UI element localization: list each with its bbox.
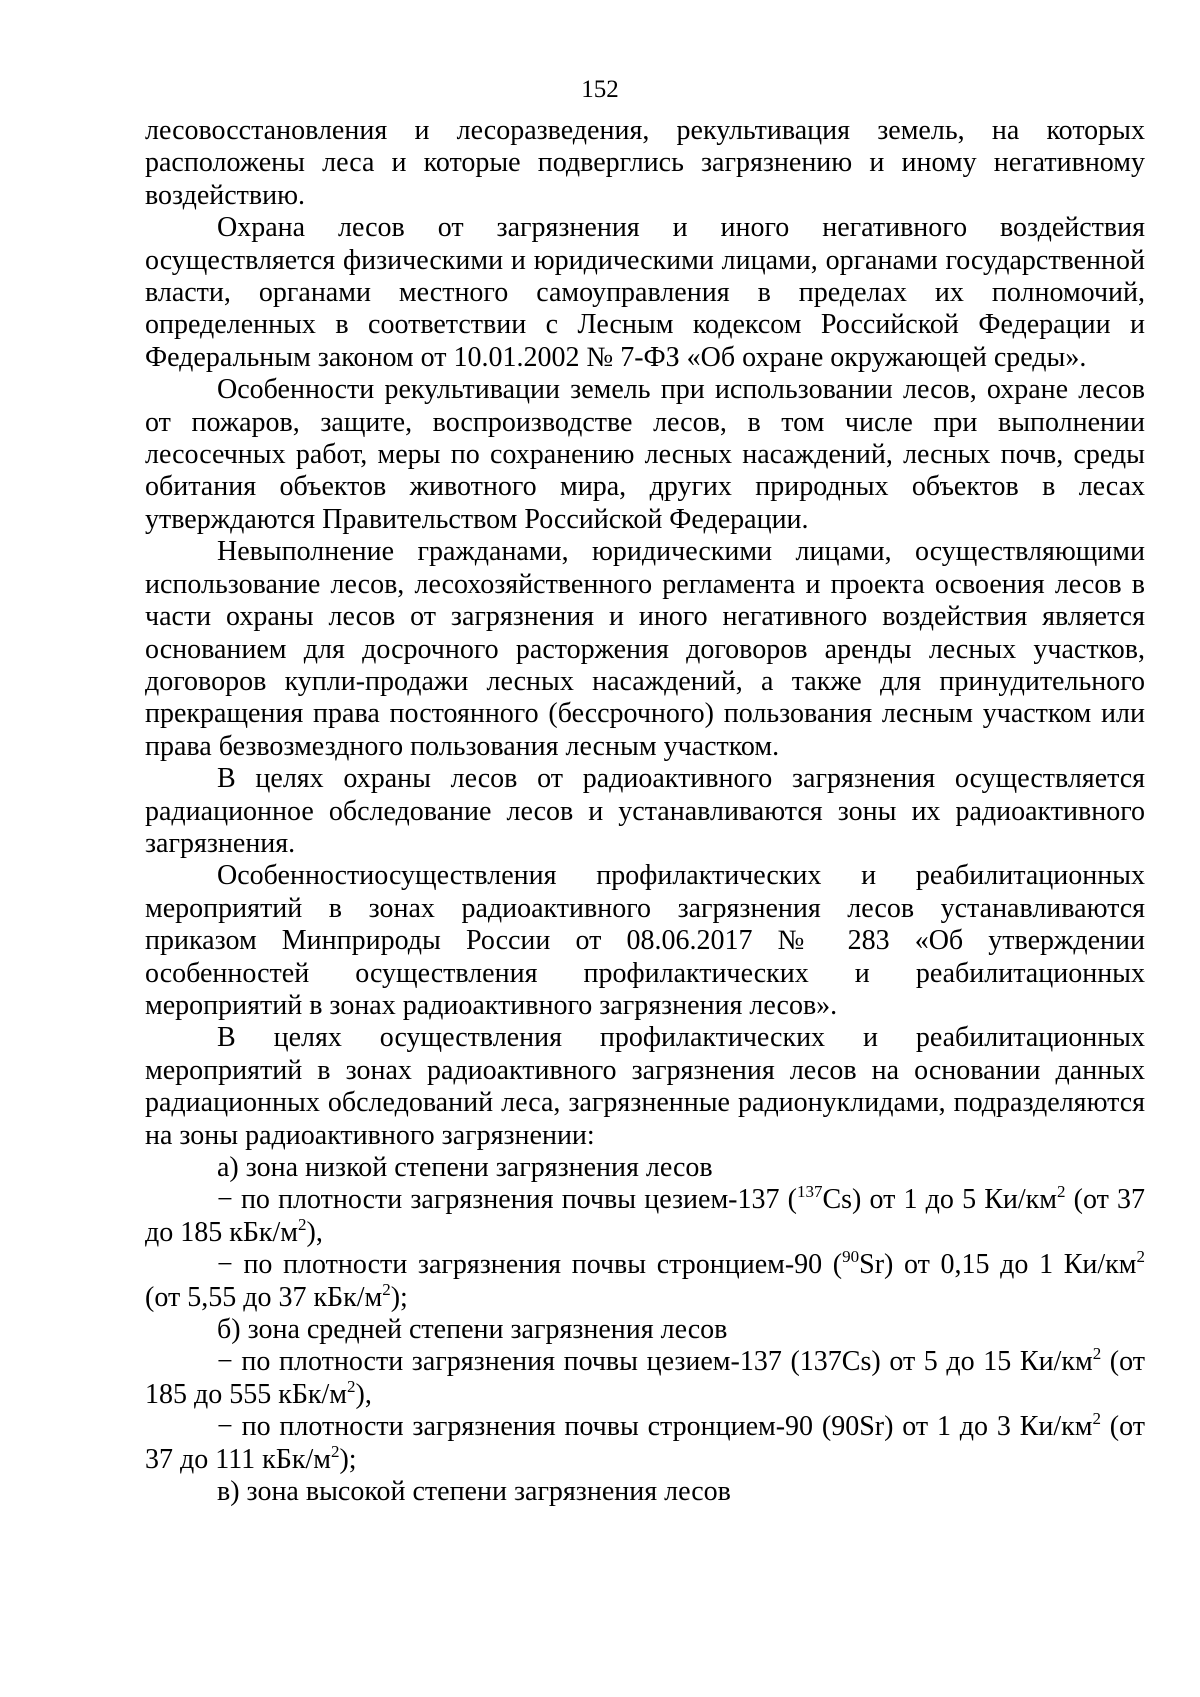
paragraph-radiation-survey: В целях охраны лесов от радиоактивного загрязнения осуществляется радиационное обследование лесов и устанавливаются зоны их радиоактивного загрязнения.: [145, 763, 1145, 859]
zone-a-cesium-item: − по плотности загрязнения почвы цезием-137 ($^{137}$Cs) от 1 до 5 $Ки/км^2$ (от 37 до 185 кБк/$м^2$),: [145, 1182, 1145, 1248]
paragraph-noncompliance: Невыполнение гражданами, юридическими лицами, осуществляющими использование лесов, лесохозяйственного регламента и проекта освоения лесов в части охраны лесов от загрязнения и иного негативного воздействия является основанием для досрочного расторжения договоров аренды лесных участков, договоров купли-продажи лесных насаждений, а также для принудительного прекращения права постоянного (бессрочного) пользования лесным участком или права безвозмездного пользования лесным участком.: [145, 536, 1145, 762]
zone-a-title: а) зона низкой степени загрязнения лесов: [217, 1152, 713, 1183]
page-number: 152: [581, 76, 619, 103]
zone-a-strontium-item: − по плотности загрязнения почвы стронцием-90 ($^{90}$Sr) от 0,15 до 1 $Ки/км^2$ (от 5,55 до 37 кБк/$м^2$);: [145, 1247, 1145, 1313]
paragraph-recultivation: Особенности рекультивации земель при использовании лесов, охране лесов от пожаров, защите, воспроизводстве лесов, в том числе при выполнении лесосечных работ, меры по сохранению лесных насаждений, лесных почв, среды обитания объектов животного мира, других природных объектов в лесах утверждаются Правительством Российской Федерации.: [145, 374, 1145, 535]
paragraph-order-minprirody: Особенностиосуществления профилактических и реабилитационных мероприятий в зонах радиоактивного загрязнения лесов устанавливаются приказом Минприроды России от 08.06.2017 № 283 «Об утверждении особенностей осуществления профилактических и реабилитационных мероприятий в зонах радиоактивного загрязнения лесов».: [145, 860, 1145, 1021]
zone-b-cesium-item: − по плотности загрязнения почвы цезием-137 (137Cs) от 5 до 15 $Ки/км^2$ (от 185 до 555 кБк/$м^2$),: [145, 1344, 1145, 1410]
zone-b-strontium-item: − по плотности загрязнения почвы стронцием-90 (90Sr) от 1 до 3 $Ки/км^2$ (от 37 до 111 кБк/$м^2$);: [145, 1409, 1145, 1475]
zone-c-title: в) зона высокой степени загрязнения лесов: [217, 1476, 731, 1508]
document-body: [145, 115, 1145, 1508]
paragraph-zone-subdivision: В целях осуществления профилактических и реабилитационных мероприятий в зонах радиоактивного загрязнения лесов на основании данных радиационных обследований леса, загрязненные радионуклидами, подразделяются на зоны радиоактивного загрязнении:: [145, 1022, 1145, 1151]
zone-b-title: б) зона средней степени загрязнения лесов: [217, 1314, 728, 1346]
paragraph-continuation: лесовосстановления и лесоразведения, рекультивация земель, на которых расположены леса и которые подверглись загрязнению и иному негативному воздействию.: [145, 115, 1145, 211]
paragraph-forest-protection: Охрана лесов от загрязнения и иного негативного воздействия осуществляется физическими и юридическими лицами, органами государственной власти, органами местного самоуправления в пределах их полномочий, определенных в соответствии с Лесным кодексом Российской Федерации и Федеральным законом от 10.01.2002 № 7-ФЗ «Об охране окружающей среды».: [145, 212, 1145, 373]
